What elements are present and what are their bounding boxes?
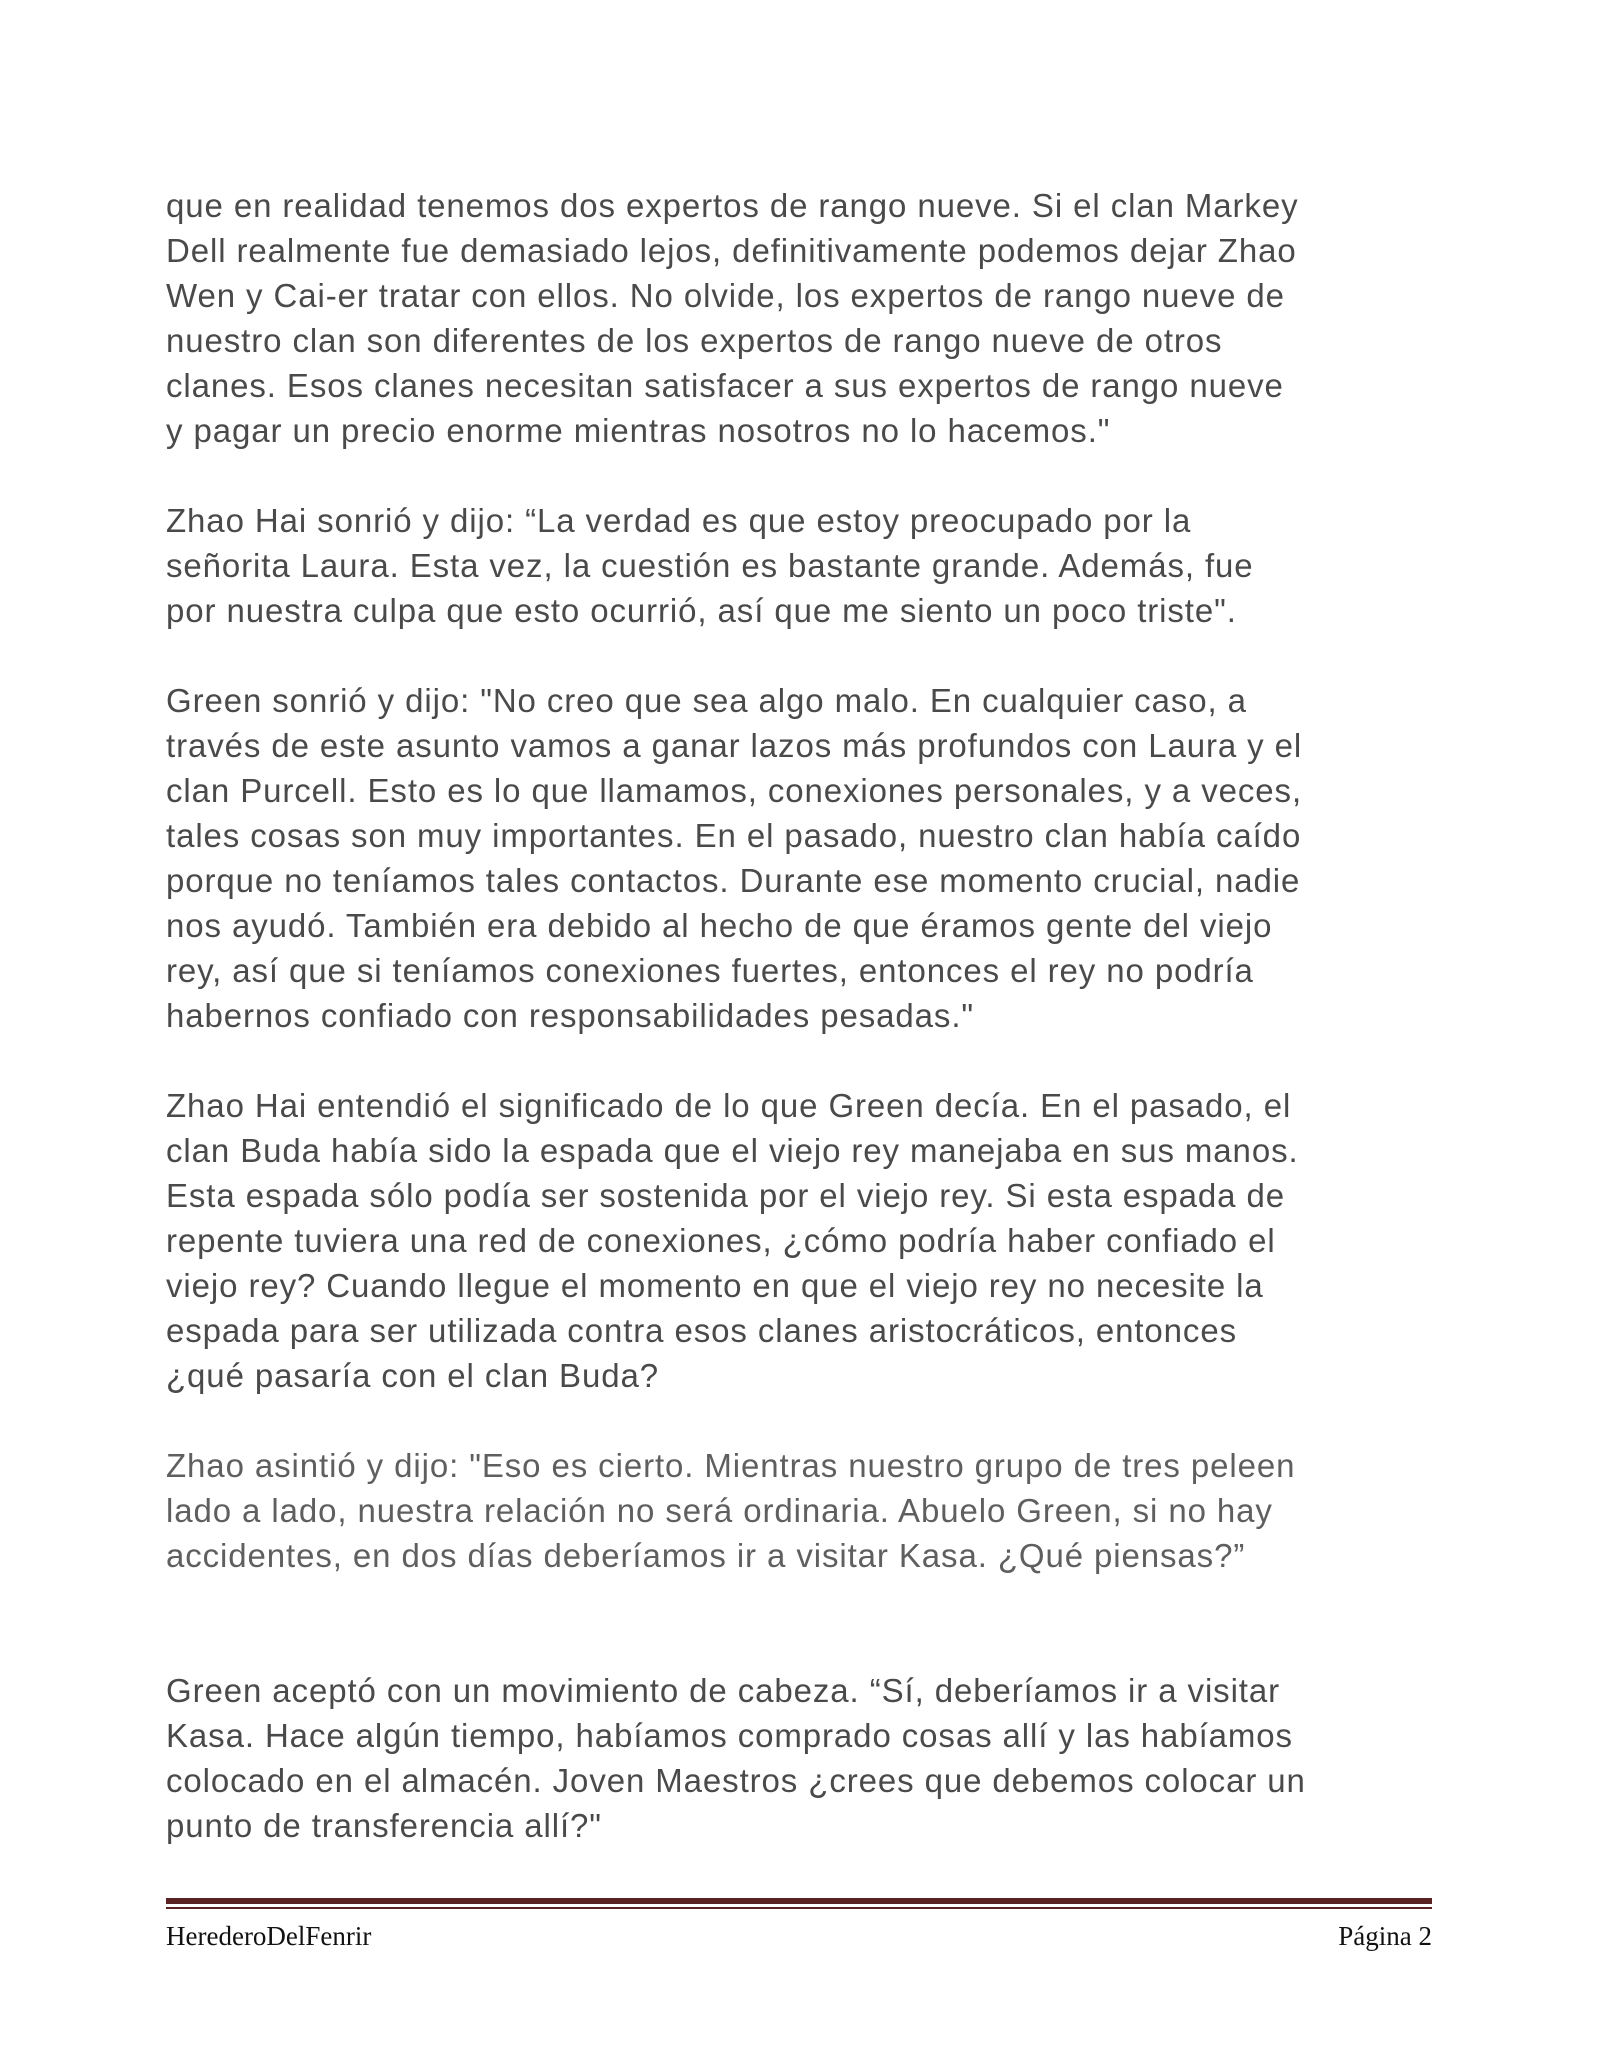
paragraph-5: Zhao asintió y dijo: "Eso es cierto. Mientras nuestro grupo de tres peleen lado a lado, nuestra relación no será ordinaria. Abuelo Green, si no hay accidentes, en dos días deberíamos ir a visitar Kasa. ¿Qué piensas?” (166, 1447, 1296, 1574)
body-text (166, 183, 1436, 1848)
footer-page-number: Página 2 (1338, 1921, 1432, 1951)
paragraph-1: que en realidad tenemos dos expertos de rango nueve. Si el clan Markey Dell realmente fue demasiado lejos, definitivamente podemos dejar Zhao Wen y Cai-er tratar con ellos. No olvide, los expertos de rango nueve de nuestro clan son diferentes de los expertos de rango nueve de otros clanes. Esos clanes necesitan satisfacer a sus expertos de rango nueve y pagar un precio enorme mientras nosotros no lo hacemos." (166, 187, 1299, 449)
footer-row (166, 1921, 1432, 1952)
paragraph-3: Green sonrió y dijo: "No creo que sea algo malo. En cualquier caso, a través de este asunto vamos a ganar lazos más profundos con Laura y el clan Purcell. Esto es lo que llamamos, conexiones personales, y a veces, tales cosas son muy importantes. En el pasado, nuestro clan había caído porque no teníamos tales contactos. Durante ese momento crucial, nadie nos ayudó. También era debido al hecho de que éramos gente del viejo rey, así que si teníamos conexiones fuertes, entonces el rey no podría habernos confiado con responsabilidades pesadas." (166, 682, 1303, 1034)
footer-rule-thin (166, 1907, 1432, 1909)
page-footer (166, 1898, 1432, 1952)
footer-rule-thick (166, 1898, 1432, 1904)
paragraph-4: Zhao Hai entendió el significado de lo que Green decía. En el pasado, el clan Buda había sido la espada que el viejo rey manejaba en sus manos. Esta espada sólo podía ser sostenida por el viejo rey. Si esta espada de repente tuviera una red de conexiones, ¿cómo podría haber confiado el viejo rey? Cuando llegue el momento en que el viejo rey no necesite la espada para ser utilizada contra esos clanes aristocráticos, entonces ¿qué pasaría con el clan Buda? (166, 1087, 1299, 1394)
footer-author: HerederoDelFenrir (166, 1921, 372, 1951)
paragraph-6: Green aceptó con un movimiento de cabeza. “Sí, deberíamos ir a visitar Kasa. Hace algún tiempo, habíamos comprado cosas allí y las habíamos colocado en el almacén. Joven Maestros ¿crees que debemos colocar un punto de transferencia allí?" (166, 1672, 1306, 1844)
paragraph-2: Zhao Hai sonrió y dijo: “La verdad es que estoy preocupado por la señorita Laura. Esta vez, la cuestión es bastante grande. Además, fue por nuestra culpa que esto ocurrió, así que me siento un poco triste". (166, 502, 1254, 629)
